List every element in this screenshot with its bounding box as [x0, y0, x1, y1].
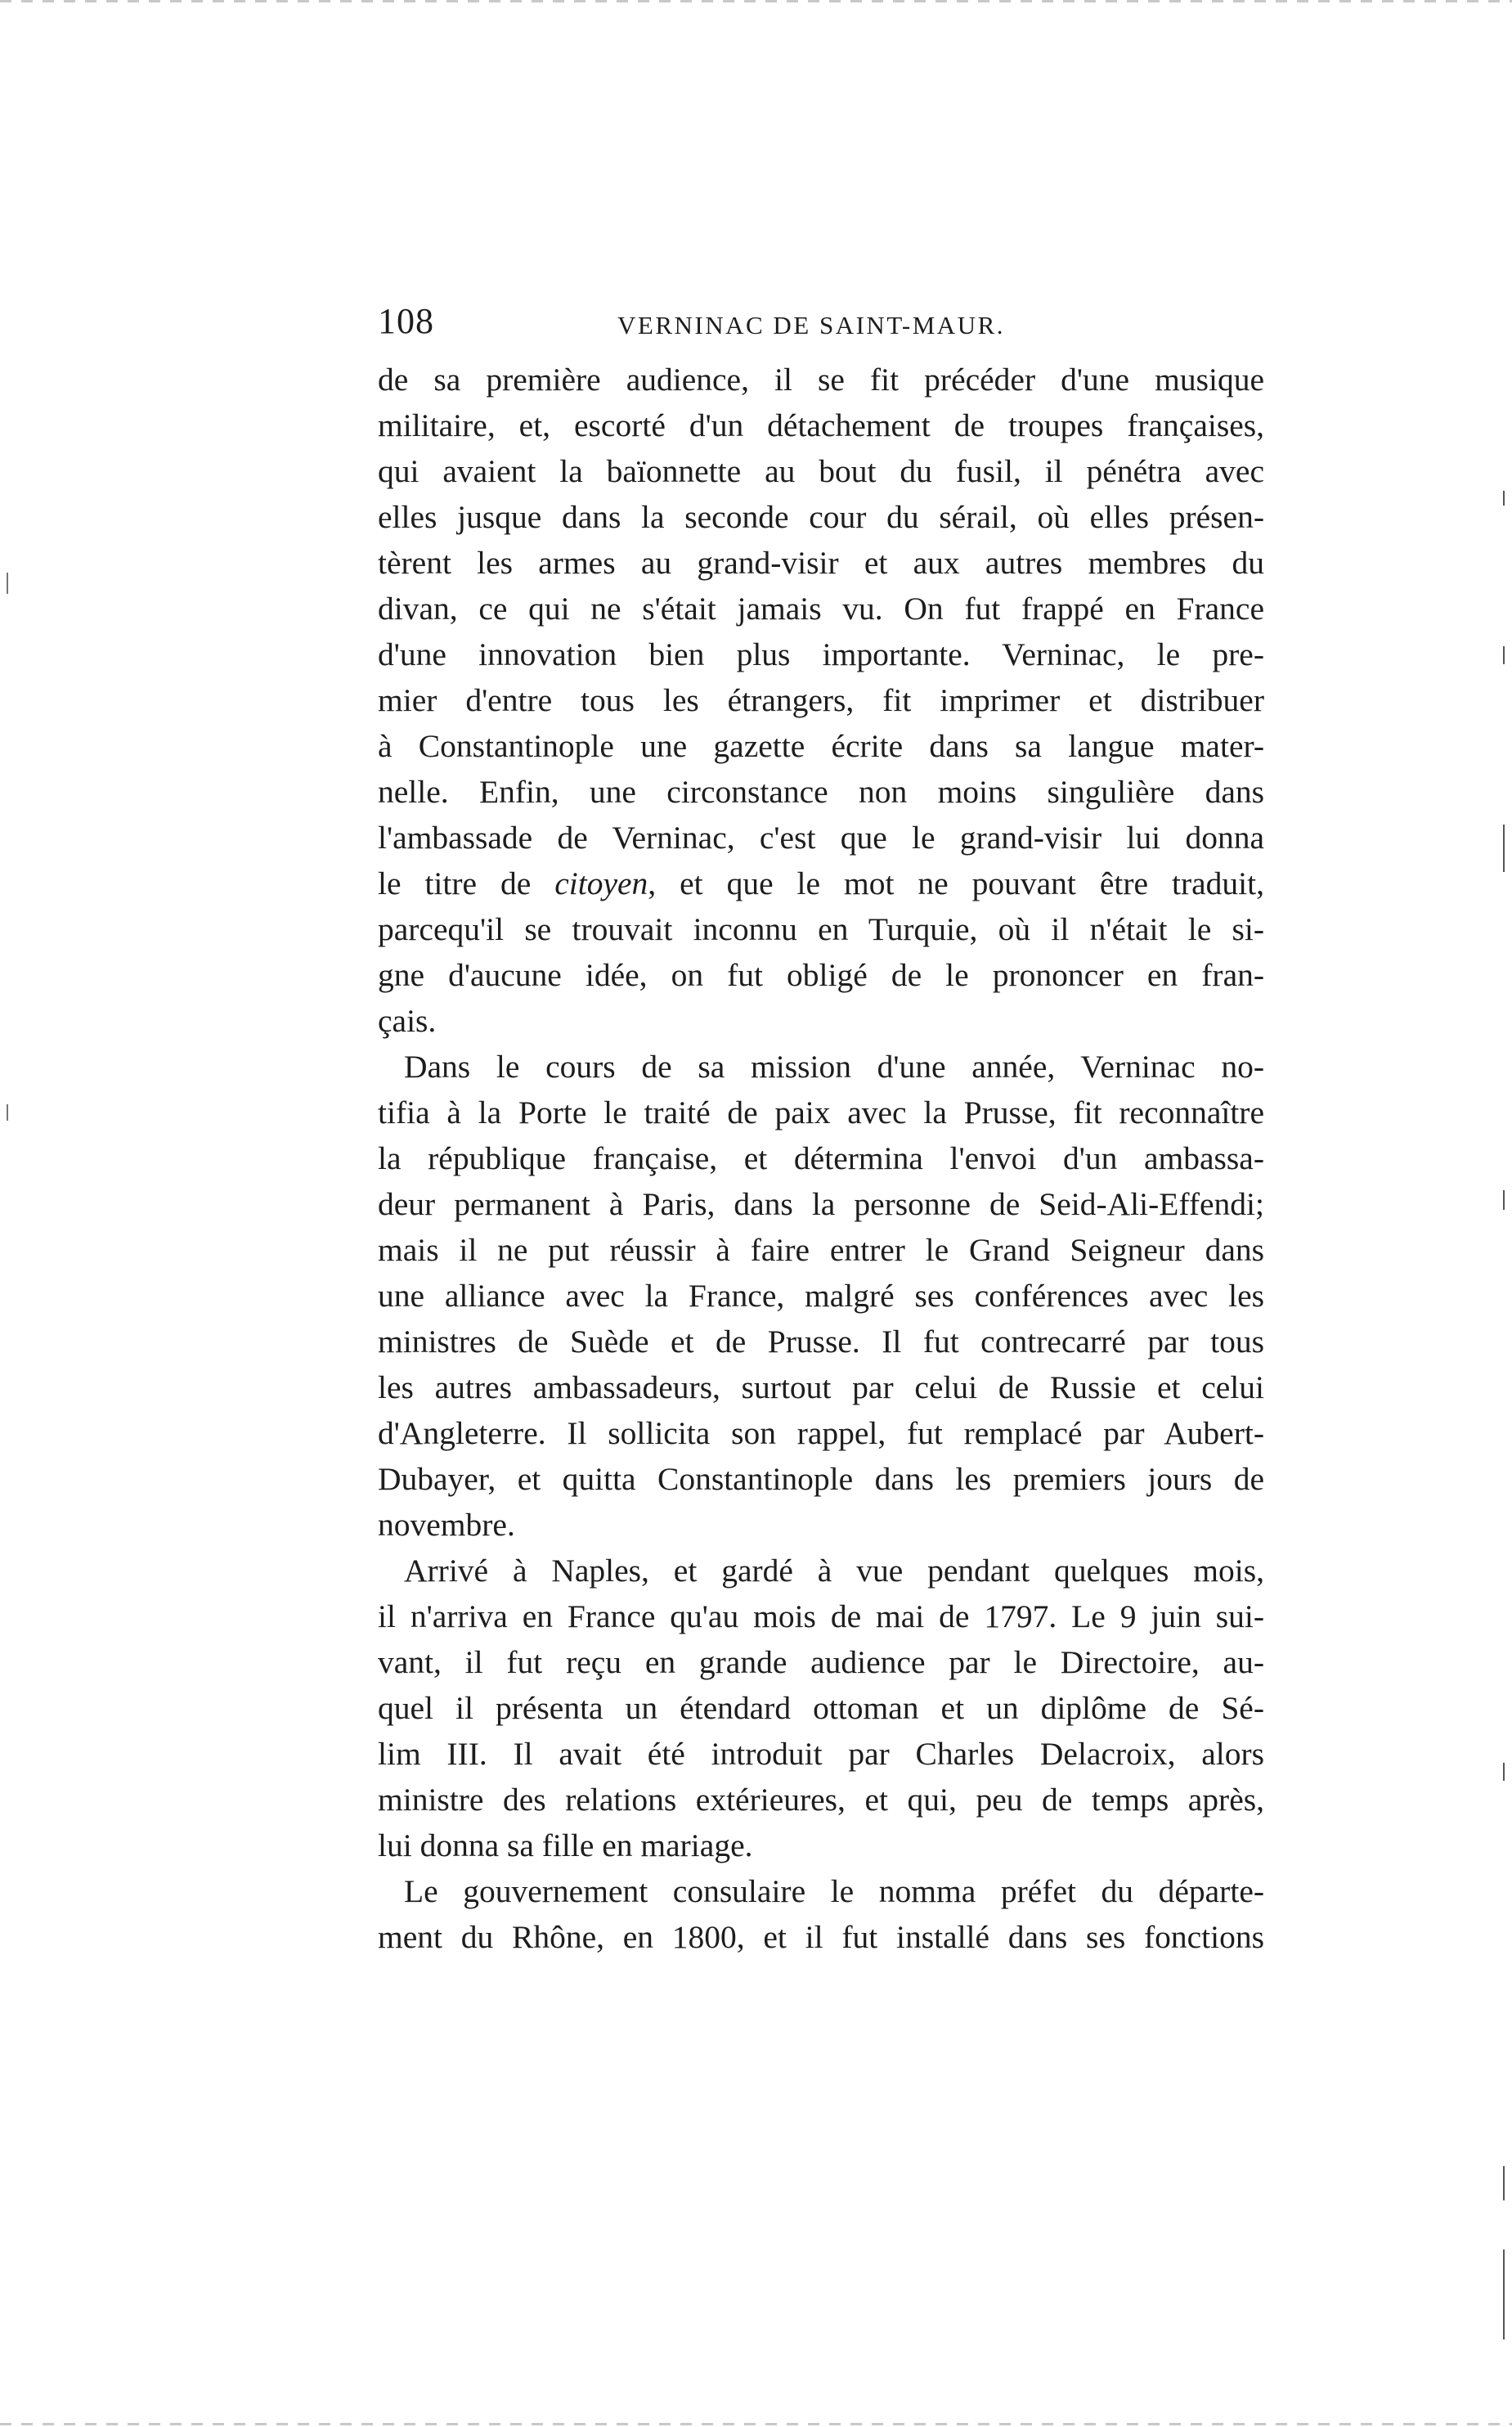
paragraph-start-line: Arrivé à Naples, et gardé à vue pendant quelques mois, [404, 1553, 1264, 1589]
text-line: mier d'entre tous les étrangers, fit imprimer et distribuer [378, 682, 1264, 718]
paragraph-start-line: Dans le cours de sa mission d'une année, Verninac no- [404, 1049, 1264, 1085]
text-line: vant, il fut reçu en grande audience par le Directoire, au- [378, 1644, 1264, 1680]
text-line: à Constantinople une gazette écrite dans sa langue mater- [378, 728, 1264, 764]
text-line: deur permanent à Paris, dans la personne de Seid-Ali-Effendi; [378, 1186, 1264, 1222]
text-line: ministre des relations extérieures, et qui, peu de temps après, [378, 1782, 1264, 1818]
scan-edge-mark [1503, 491, 1505, 506]
text-line: militaire, et, escorté d'un détachement de troupes françaises, [378, 407, 1264, 443]
italic-word: citoyen [554, 865, 648, 901]
text-line: les autres ambassadeurs, surtout par celui de Russie et celui [378, 1369, 1264, 1405]
page-number: 108 [378, 301, 434, 341]
text-line: qui avaient la baïonnette au bout du fusil, il pénétra avec [378, 453, 1264, 489]
text-line: tifia à la Porte le traité de paix avec la Prusse, fit reconnaître [378, 1094, 1264, 1130]
scan-edge-mark [1503, 2166, 1505, 2200]
scan-edge-mark [1503, 825, 1505, 872]
text-line: l'ambassade de Verninac, c'est que le grand-visir lui donna [378, 820, 1264, 856]
scan-edge-mark [1503, 1763, 1505, 1781]
text-line: de sa première audience, il se fit précéder d'une musique [378, 362, 1264, 398]
text-line: tèrent les armes au grand-visir et aux autres membres du [378, 545, 1264, 581]
scan-top-edge [0, 0, 1512, 2]
text-line: novembre. [378, 1507, 515, 1543]
text-line: ment du Rhône, en 1800, et il fut installé dans ses fonctions [378, 1919, 1264, 1955]
text-line: Dubayer, et quitta Constantinople dans les premiers jours de [378, 1461, 1264, 1497]
scan-bottom-edge [0, 2423, 1512, 2425]
scan-edge-mark [1503, 1190, 1505, 1210]
text-line: parcequ'il se trouvait inconnu en Turquie, où il n'était le si- [378, 911, 1264, 947]
text-line: mais il ne put réussir à faire entrer le Grand Seigneur dans [378, 1232, 1264, 1268]
text-line: elles jusque dans la seconde cour du sérail, où elles présen- [378, 499, 1264, 535]
scan-edge-mark [1503, 646, 1505, 664]
text-line-with-italic: le titre de citoyen, et que le mot ne pouvant être traduit, [378, 865, 1264, 901]
text-line: lim III. Il avait été introduit par Charles Delacroix, alors [378, 1736, 1264, 1772]
text-line: la république française, et détermina l'envoi d'un ambassa- [378, 1140, 1264, 1176]
text-line: d'une innovation bien plus importante. Verninac, le pre- [378, 636, 1264, 672]
text-line: quel il présenta un étendard ottoman et un diplôme de Sé- [378, 1690, 1264, 1726]
text-line: d'Angleterre. Il sollicita son rappel, fut remplacé par Aubert- [378, 1415, 1264, 1451]
text-line: une alliance avec la France, malgré ses conférences avec les [378, 1278, 1264, 1314]
paragraph-start-line: Le gouvernement consulaire le nomma préfet du départe- [404, 1873, 1264, 1909]
text-line: gne d'aucune idée, on fut obligé de le prononcer en fran- [378, 957, 1264, 993]
running-head: VERNINAC DE SAINT-MAUR. [617, 311, 1006, 339]
text-line: lui donna sa fille en mariage. [378, 1827, 753, 1863]
scan-edge-mark [7, 573, 8, 594]
text-line: il n'arriva en France qu'au mois de mai de 1797. Le 9 juin sui- [378, 1598, 1264, 1634]
text-line: nelle. Enfin, une circonstance non moins singulière dans [378, 774, 1264, 810]
text-line: ministres de Suède et de Prusse. Il fut contrecarré par tous [378, 1324, 1264, 1360]
text-line: divan, ce qui ne s'était jamais vu. On fut frappé en France [378, 591, 1264, 627]
scan-edge-mark [7, 1104, 8, 1121]
body-text [378, 357, 1264, 1960]
scan-edge-mark [1503, 2249, 1505, 2339]
text-line: çais. [378, 1003, 437, 1039]
